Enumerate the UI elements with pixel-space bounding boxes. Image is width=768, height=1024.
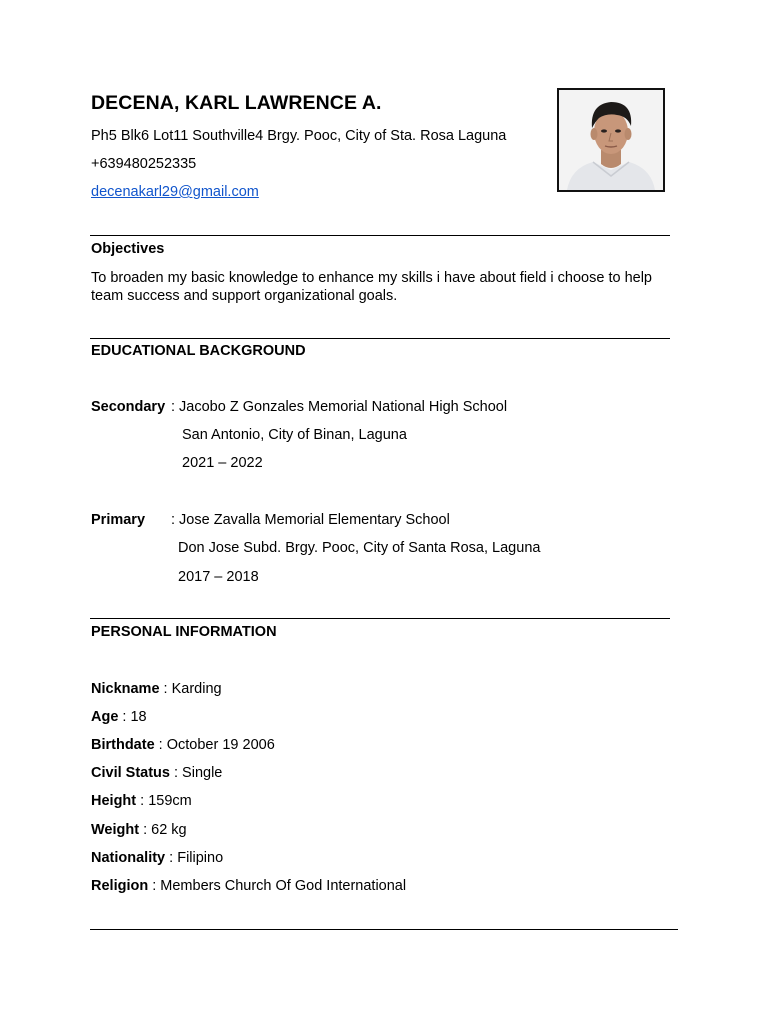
personal-label: Religion <box>91 878 149 894</box>
personal-value: : 159cm <box>136 793 192 809</box>
personal-value: : Filipino <box>165 850 224 866</box>
personal-value: : Karding <box>159 681 222 697</box>
personal-label: Height <box>91 793 137 809</box>
profile-photo <box>557 88 665 192</box>
personal-label: Weight <box>91 822 140 838</box>
section-divider <box>90 235 670 236</box>
address-line: Ph5 Blk6 Lot11 Southville4 Brgy. Pooc, City of Sta. Rosa Laguna <box>91 128 507 144</box>
primary-years: 2017 – 2018 <box>178 569 259 585</box>
personal-item <box>91 793 192 809</box>
email-link[interactable]: decenakarl29@gmail.com <box>91 184 259 200</box>
secondary-years: 2021 – 2022 <box>182 455 263 471</box>
education-heading: EDUCATIONAL BACKGROUND <box>91 343 306 359</box>
section-divider <box>90 618 670 619</box>
primary-school: : Jose Zavalla Memorial Elementary School <box>171 512 450 528</box>
personal-value: : October 19 2006 <box>154 737 275 753</box>
personal-item <box>91 681 222 697</box>
objectives-heading: Objectives <box>91 241 165 257</box>
objectives-text: To broaden my basic knowledge to enhance my skills i have about field i choose to help team success and support organizational goals. <box>91 270 652 304</box>
personal-value: : 18 <box>118 709 147 725</box>
personal-label: Nickname <box>91 681 160 697</box>
personal-heading: PERSONAL INFORMATION <box>91 624 277 640</box>
personal-item <box>91 878 406 894</box>
personal-value: : 62 kg <box>139 822 187 838</box>
phone-number: +639480252335 <box>91 156 197 172</box>
primary-address: Don Jose Subd. Brgy. Pooc, City of Santa Rosa, Laguna <box>178 540 541 556</box>
primary-label: Primary <box>91 512 146 528</box>
personal-label: Birthdate <box>91 737 155 753</box>
personal-label: Civil Status <box>91 765 170 781</box>
applicant-name: DECENA, KARL LAWRENCE A. <box>91 92 382 114</box>
personal-item <box>91 850 223 866</box>
section-divider <box>90 338 670 339</box>
personal-value: : Members Church Of God International <box>148 878 407 894</box>
personal-label: Age <box>91 709 119 725</box>
personal-item <box>91 737 275 753</box>
section-divider <box>90 929 678 930</box>
secondary-address: San Antonio, City of Binan, Laguna <box>182 427 407 443</box>
secondary-school: : Jacobo Z Gonzales Memorial National High School <box>171 399 508 415</box>
secondary-label: Secondary <box>91 399 166 415</box>
personal-item <box>91 822 187 838</box>
personal-label: Nationality <box>91 850 166 866</box>
personal-item <box>91 765 222 781</box>
personal-value: : Single <box>169 765 223 781</box>
personal-item <box>91 709 147 725</box>
